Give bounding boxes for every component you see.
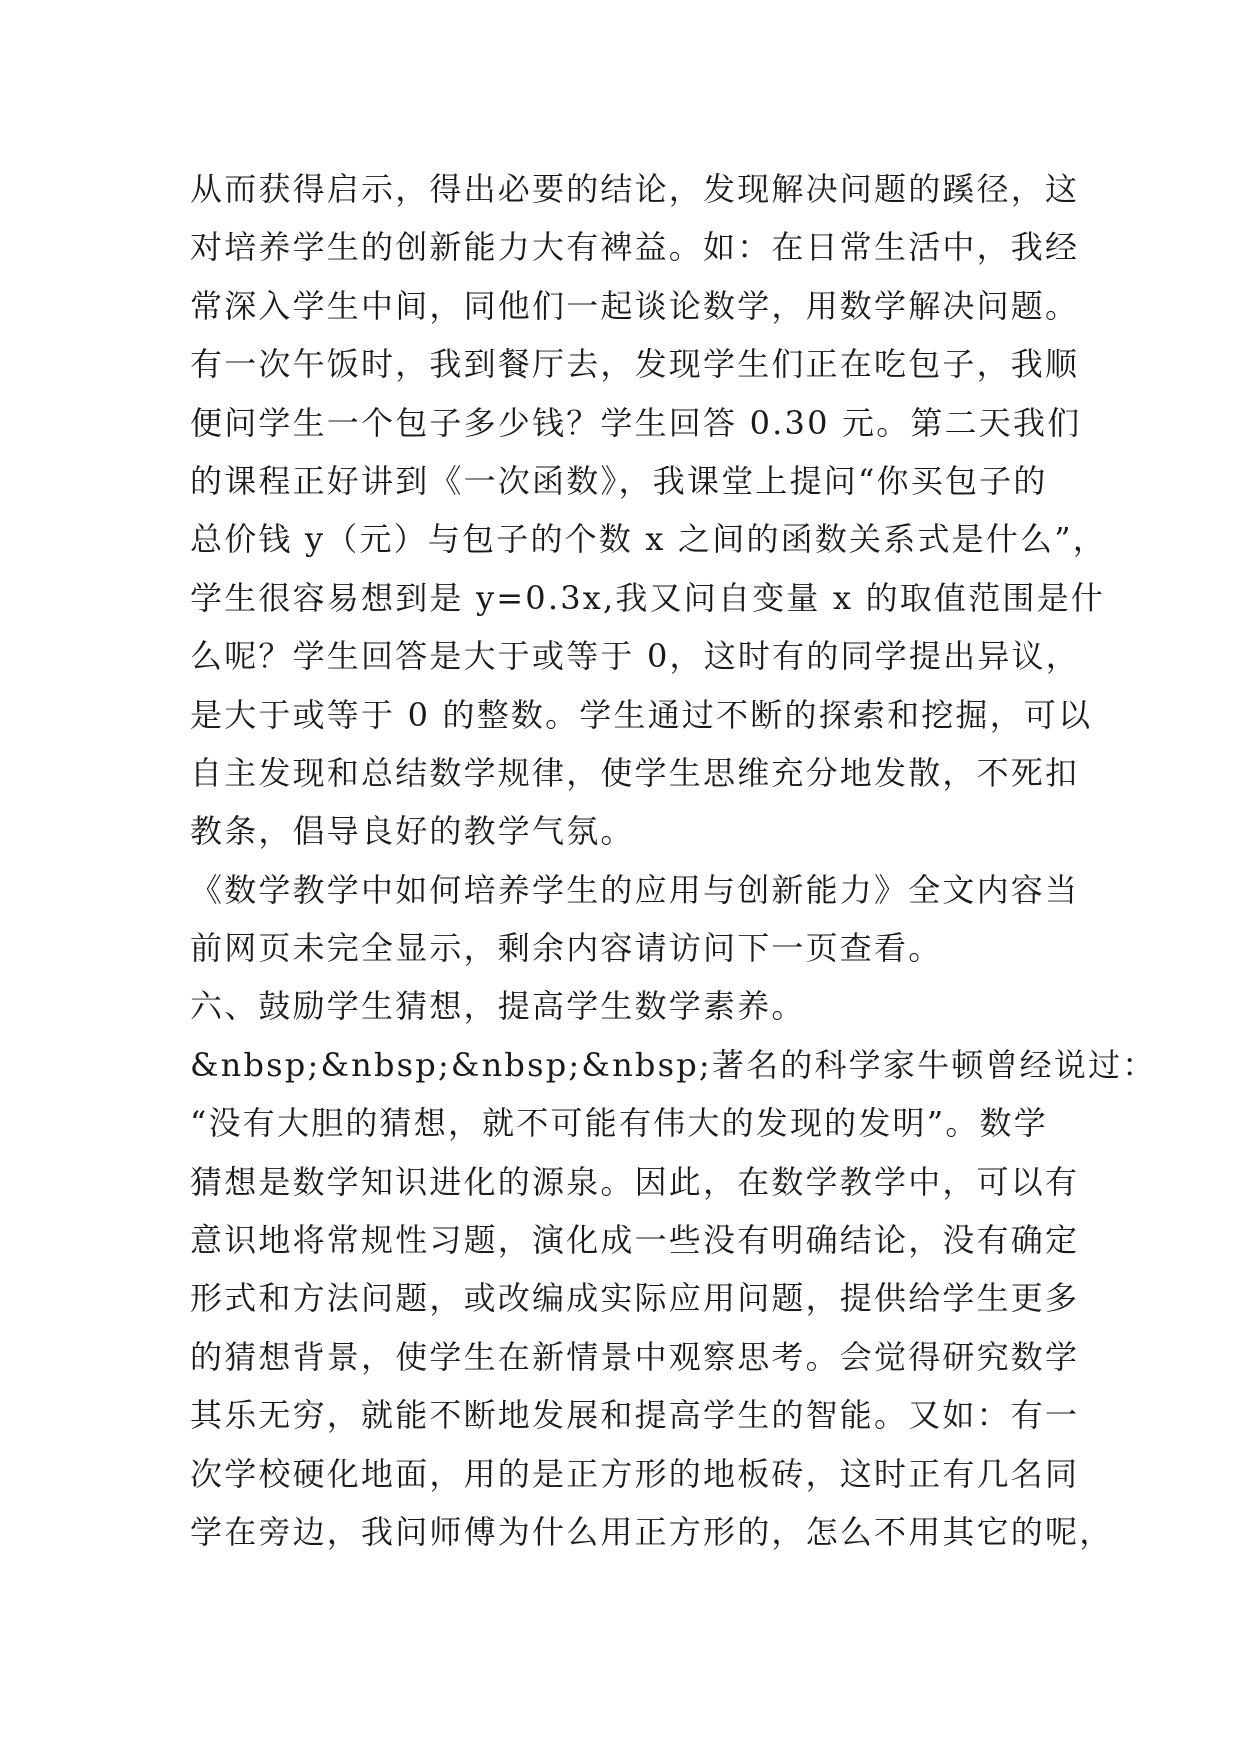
- text-line: 么呢？学生回答是大于或等于 0，这时有的同学提出异议，: [190, 637, 1080, 676]
- body-text: [190, 160, 1157, 1561]
- text-line: 猜想是数学知识进化的源泉。因此，在数学教学中，可以有: [190, 1162, 1080, 1201]
- text-line: 前网页未完全显示，剩余内容请访问下一页查看。: [190, 929, 943, 968]
- text-line: 形式和方法问题，或改编成实际应用问题，提供给学生更多: [190, 1279, 1080, 1318]
- text-line: 其乐无穷，就能不断地发展和提高学生的智能。又如：有一: [190, 1396, 1080, 1435]
- text-line: 是大于或等于 0 的整数。学生通过不断的探索和挖掘，可以: [190, 695, 1093, 734]
- text-line: 教条，倡导良好的教学气氛。: [190, 812, 635, 851]
- text-line: 意识地将常规性习题，演化成一些没有明确结论，没有确定: [190, 1221, 1080, 1260]
- text-line: 的猜想背景，使学生在新情景中观察思考。会觉得研究数学: [190, 1337, 1080, 1376]
- text-line: 的课程正好讲到《一次函数》，我课堂上提问“你买包子的: [190, 461, 1048, 500]
- text-line: 有一次午饭时，我到餐厅去，发现学生们正在吃包子，我顺: [190, 345, 1080, 384]
- text-line: 对培养学生的创新能力大有裨益。如：在日常生活中，我经: [190, 228, 1080, 267]
- text-line: 从而获得启示，得出必要的结论，发现解决问题的蹊径，这: [190, 170, 1080, 208]
- text-line: 自主发现和总结数学规律，使学生思维充分地发散，不死扣: [190, 753, 1080, 792]
- text-line: 次学校硬化地面，用的是正方形的地板砖，这时正有几名同: [190, 1454, 1080, 1493]
- text-line: 学生很容易想到是 y=0.3x,我又问自变量 x 的取值范围是什: [190, 578, 1105, 617]
- section-heading: 六、鼓励学生猜想，提高学生数学素养。: [190, 987, 806, 1026]
- text-line: &nbsp;&nbsp;&nbsp;&nbsp;著名的科学家牛顿曾经说过：: [190, 1045, 1157, 1084]
- text-line: 总价钱 y（元）与包子的个数 x 之间的函数关系式是什么”，: [190, 520, 1108, 559]
- text-line: 《数学教学中如何培养学生的应用与创新能力》全文内容当: [190, 870, 1080, 909]
- text-line: 常深入学生中间，同他们一起谈论数学，用数学解决问题。: [190, 286, 1080, 325]
- text-line: 便问学生一个包子多少钱？学生回答 0.30 元。第二天我们: [190, 403, 1082, 442]
- text-line: 学在旁边，我问师傅为什么用正方形的，怎么不用其它的呢，: [190, 1512, 1114, 1551]
- text-line: “没有大胆的猜想，就不可能有伟大的发现的发明”。数学: [190, 1104, 1048, 1143]
